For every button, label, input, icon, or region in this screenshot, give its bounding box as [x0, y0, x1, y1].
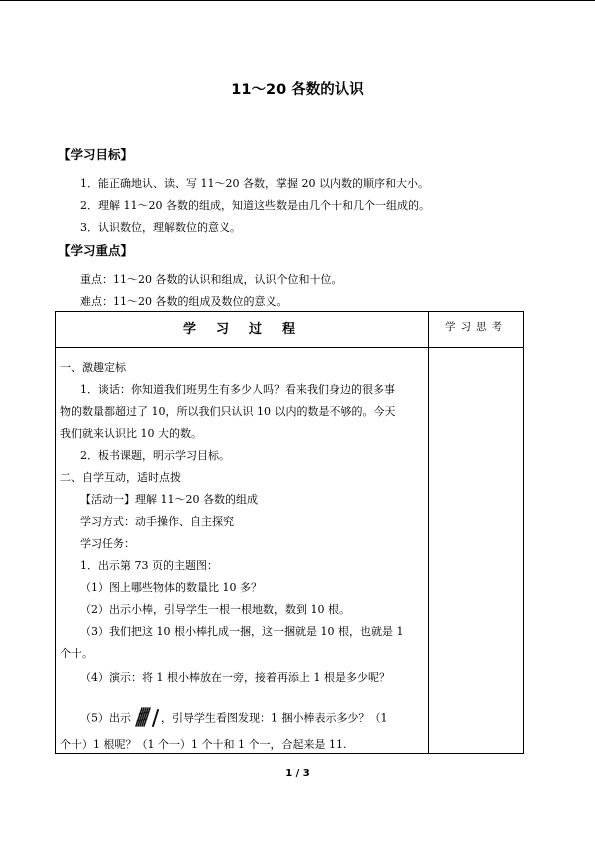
- process-line: 【活动一】理解 11～20 各数的组成: [80, 493, 258, 506]
- process-line: （1）图上哪些物体的数量比 10 多？: [80, 581, 262, 594]
- process-line: （4）演示：将 1 根小棒放在一旁，接着再添上 1 根是多少呢？: [80, 671, 390, 684]
- page-number: 1 / 3: [285, 768, 310, 779]
- process-line: 一、激趣定标: [60, 361, 126, 374]
- keypoint-difficulty: 难点：11～20 各数的组成及数位的意义。: [80, 295, 288, 308]
- process-line: 二、自学互动，适时点拨: [60, 471, 181, 484]
- thinking-header-cell: [429, 312, 524, 348]
- keypoints-heading: 【学习重点】: [58, 243, 134, 258]
- page-title: 11～20 各数的认识: [231, 82, 364, 98]
- process-header-cell: [56, 312, 429, 348]
- process-line: 学习方式：动手操作、自主探究: [80, 515, 234, 528]
- process-line: 2．板书课题，明示学习目标。: [80, 449, 230, 462]
- process-line-prefix: （5）出示: [80, 711, 131, 725]
- process-line-with-image: [80, 706, 388, 731]
- process-line: 学习任务：: [80, 537, 135, 550]
- thinking-header: 学习思考: [445, 321, 507, 333]
- goal-item-3: 3．认识数位，理解数位的意义。: [80, 221, 241, 234]
- process-header: 学习过程: [182, 322, 315, 337]
- process-line: 物的数量都超过了 10，所以我们只认识 10 以内的数是不够的。今天: [60, 405, 396, 418]
- process-line: 个十。: [60, 647, 93, 660]
- thinking-body-cell: [429, 348, 524, 754]
- top-rule: [0, 0, 595, 1]
- process-line: （2）出示小棒，引导学生一根一根地数，数到 10 根。: [80, 603, 350, 616]
- process-line: 1．谈话：你知道我们班男生有多少人吗？看来我们身边的很多事: [80, 383, 395, 396]
- process-line: （3）我们把这 10 根小棒扎成一捆，这一捆就是 10 根，也就是 1: [80, 625, 404, 638]
- goal-item-1: 1．能正确地认、读、写 11～20 各数，掌握 20 以内数的顺序和大小。: [80, 177, 429, 190]
- process-line: 我们就来认识比 10 大的数。: [60, 427, 202, 440]
- keypoint-focus: 重点：11～20 各数的认识和组成，认识个位和十位。: [80, 273, 343, 286]
- goals-heading: 【学习目标】: [58, 147, 134, 162]
- learning-process-table: [55, 311, 524, 754]
- goal-item-2: 2．理解 11～20 各数的组成，知道这些数是由几个十和几个一组成的。: [80, 199, 430, 212]
- process-line: 1．出示第 73 页的主题图：: [80, 559, 218, 572]
- process-line: 个十）1 根呢？（1 个一）1 个十和 1 个一，合起来是 11.: [60, 738, 347, 751]
- process-body-cell: [56, 348, 429, 754]
- process-line-suffix: ，引导学生看图发现：1 捆小棒表示多少？（1: [161, 711, 388, 725]
- bundle-and-single-stick-icon: [133, 706, 159, 731]
